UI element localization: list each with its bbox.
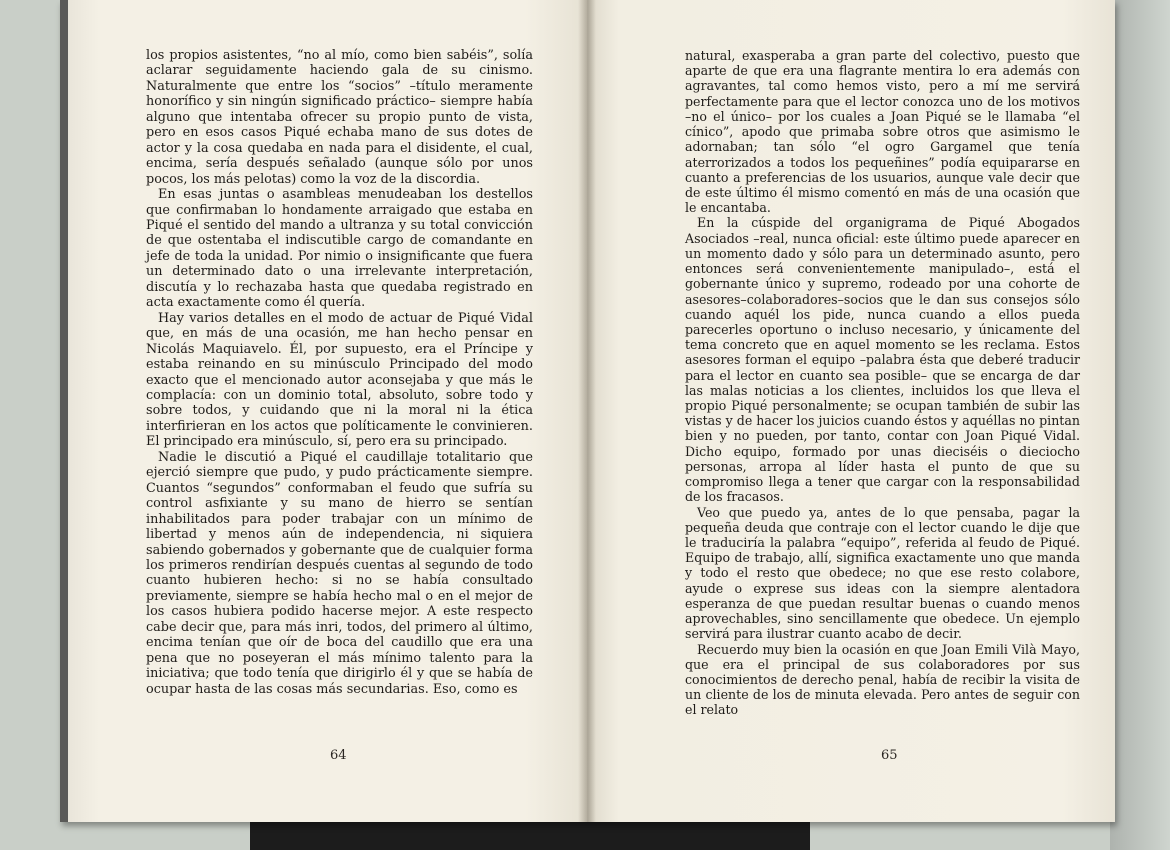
book-gutter (578, 0, 596, 822)
right-page-body (685, 48, 1080, 718)
left-paragraph-2: En esas juntas o asambleas menudeaban los destellos que confirmaban lo hondamente arraigado que estaba en Piqué el sentido del mando a ultranza y su total convicción de que ostentaba el indiscutible cargo de comandante en jefe de toda la unidad. Por nimio o insignificante que fuera un determinado dato o una irrelevante interpretación, discutía y lo rechazaba hasta que quedaba registrado en acta exactamente como él quería. (146, 187, 533, 311)
right-paragraph-1: natural, exasperaba a gran parte del colectivo, puesto que aparte de que era una flagrante mentira lo era además con agravantes, tal como hemos visto, pero a mí me servirá perfectamente para que el lector conozca uno de los motivos –no el único– por los cuales a Joan Piqué se le llamaba “el cínico”, apodo que primaba sobre otros que asimismo le adornaban; tan sólo “el ogro Gargamel que tenía aterrorizados a todos los pequeñines” podía equipararse en cuanto a preferencias de los usuarios, aunque vale decir que de este último él mismo comentó en más de una ocasión que le encantaba. (685, 48, 1080, 216)
left-page-body (146, 48, 533, 697)
left-page-number: 64 (330, 748, 347, 763)
right-paragraph-4: Recuerdo muy bien la ocasión en que Joan Emili Vilà Mayo, que era el principal de sus colaboradores por sus conocimientos de derecho penal, había de recibir la visita de un cliente de los de minuta elevada. Pero antes de seguir con el relato (685, 641, 1080, 718)
left-paragraph-1: los propios asistentes, “no al mío, como bien sabéis”, solía aclarar seguidamente haciendo gala de su cinismo. Naturalmente que entre los “socios” –título meramente honorífico y sin ningún significado práctico– siempre había alguno que intentaba ofrecer su propio punto de vista, pero en esos casos Piqué echaba mano de sus dotes de actor y la cosa quedaba en nada para el disidente, el cual, encima, sería después señalado (aunque sólo por unos pocos, los más pelotas) como la voz de la discordia. (146, 48, 533, 187)
left-page (60, 0, 587, 822)
right-page-number: 65 (881, 748, 898, 763)
right-paragraph-3: Veo que puedo ya, antes de lo que pensaba, pagar la pequeña deuda que contraje con el lector cuando le dije que le traduciría la palabra “equipo”, referida al feudo de Piqué. Equipo de trabajo, allí, significa exactamente uno que manda y todo el resto que obedece; no que ese resto colabore, ayude o exprese sus ideas con la siempre alentadora esperanza de que puedan resultar buenas o cuando menos aprovechables, sino sencillamente que obedece. Un ejemplo servirá para ilustrar cuanto acabo de decir. (685, 504, 1080, 642)
scan-background-right (1110, 0, 1170, 850)
left-paragraph-4: Nadie le discutió a Piqué el caudillaje totalitario que ejerció siempre que pudo, y pudo prácticamente siempre. Cuantos “segundos” conformaban el feudo que sufría su control asfixiante y su mano de hierro se sentían inhabilitados para poder trabajar con un mínimo de libertad y menos aún de independencia, ni siquiera sabiendo gobernados y gobernante que de cualquier forma los primeros rendirían después cuentas al segundo de todo cuanto hubieren hecho: si no se había consultado previamente, siempre se había hecho mal o en el mejor de los casos hubiera podido hacerse mejor. A este respecto cabe decir que, para más inri, todos, del primero al último, encima tenían que oír de boca del caudillo que era una pena que no poseyeran el más mínimo talento para la iniciativa; que todo tenía que dirigirlo él y que se había de ocupar hasta de las cosas más secundarias. Eso, como es (146, 449, 533, 697)
left-paragraph-3: Hay varios detalles en el modo de actuar de Piqué Vidal que, en más de una ocasión, me han hecho pensar en Nicolás Maquiavelo. Él, por supuesto, era el Príncipe y estaba reinando en su minúsculo Principado del modo exacto que el mencionado autor aconsejaba y que más le complacía: con un dominio total, absoluto, sobre todo y sobre todos, y cuidando que ni la moral ni la ética interfirieran en los actos que políticamente le convinieren. El principado era minúsculo, sí, pero era su principado. (146, 310, 533, 450)
right-paragraph-2: En la cúspide del organigrama de Piqué Abogados Asociados –real, nunca oficial: este último puede aparecer en un momento dado y sólo para un determinado asunto, pero entonces será convenientemente manipulado–, está el gobernante único y supremo, rodeado por una cohorte de asesores–colaboradores–socios que le dan sus consejos sólo cuando aquél los pide, nunca cuando a ellos pueda parecerles oportuno o incluso necesario, y únicamente del tema concreto que en aquel momento se les reclama. Estos asesores forman el equipo –palabra ésta que deberé traducir para el lector en cuanto sea posible– que se encarga de dar las malas noticias a los clientes, incluidos los que lleva el propio Piqué personalmente; se ocupan también de subir las vistas y de hacer los juicios cuando éstos y aquéllas no pintan bien y no pueden, por tanto, contar con Joan Piqué Vidal. Dicho equipo, formado por unas dieciséis o dieciocho personas, arropa al líder hasta el punto de que su compromiso llega a tener que cargar con la responsabilidad de los fracasos. (685, 215, 1080, 505)
open-book (60, 0, 1115, 822)
right-page (587, 0, 1115, 822)
